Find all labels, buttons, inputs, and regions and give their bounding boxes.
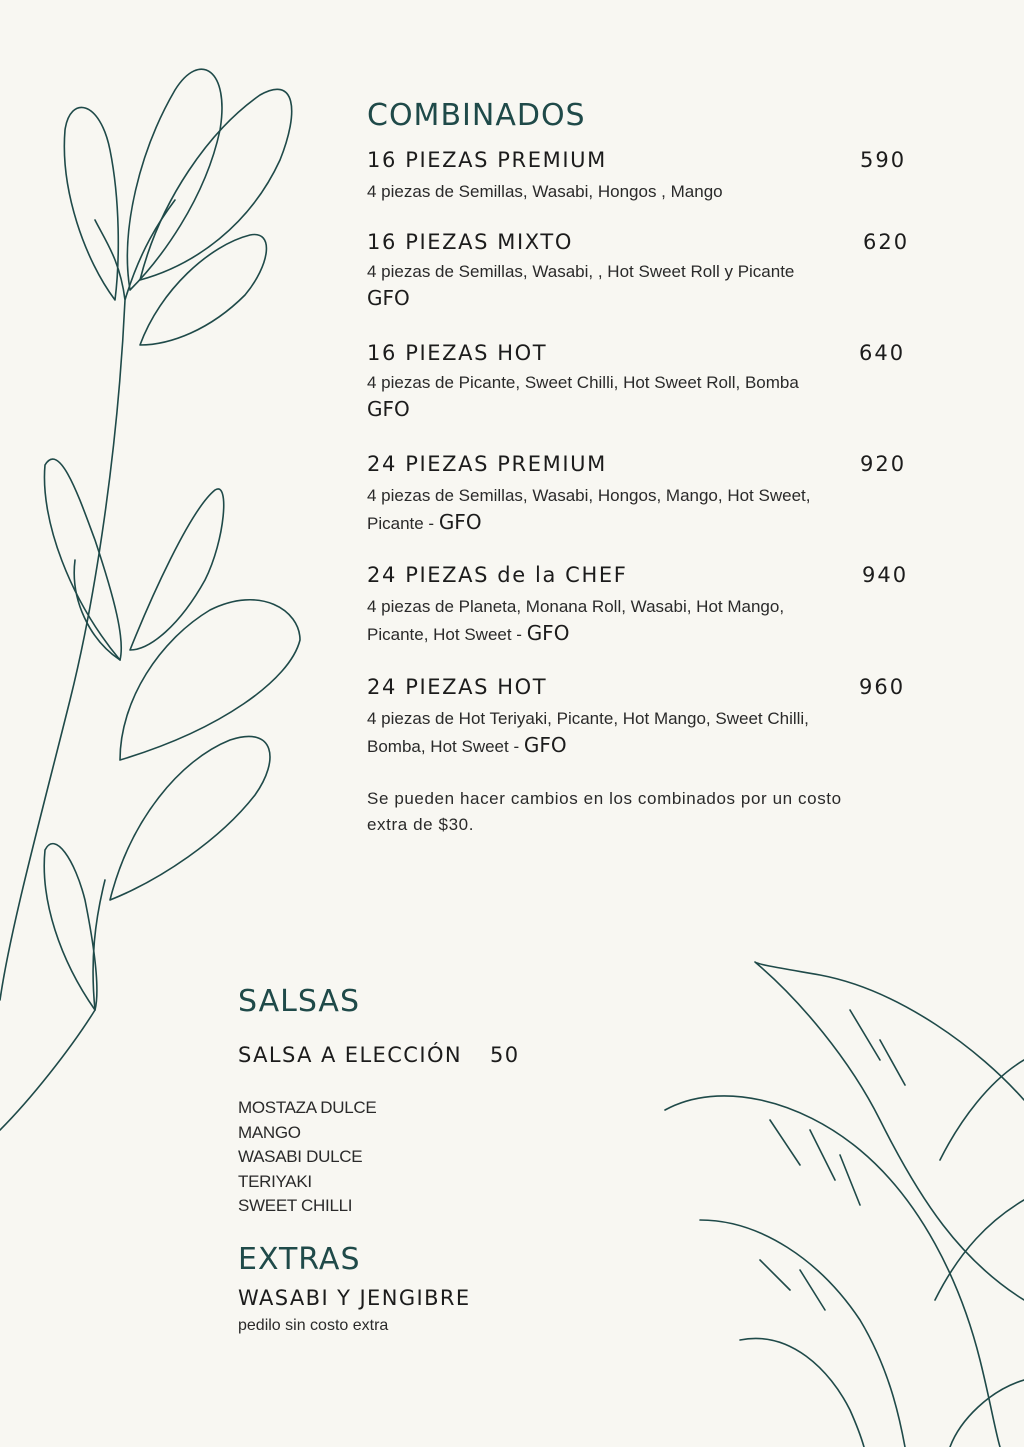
item-description-line2 [367, 620, 912, 648]
menu-item [367, 563, 912, 648]
item-description-cont: Picante - [367, 514, 439, 533]
item-description: 4 piezas de Semillas, Wasabi, Hongos , Mango [367, 182, 723, 201]
leaf-mid-5 [74, 560, 120, 660]
salsas-title: SALSAS [238, 984, 361, 1019]
banana-leaf-4 [740, 1338, 864, 1447]
banana-leaf-5 [935, 1060, 1024, 1447]
item-description: 4 piezas de Picante, Sweet Chilli, Hot Sweet Roll, Bomba [367, 373, 799, 392]
item-description-cont: Picante, Hot Sweet - [367, 625, 527, 644]
item-description-line2 [367, 732, 912, 760]
leaf-mid-4 [110, 736, 270, 900]
item-description: 4 piezas de Planeta, Monana Roll, Wasabi, Hot Mango, [367, 597, 785, 616]
salsa-option: TERIYAKI [238, 1171, 312, 1191]
menu-item [367, 341, 912, 423]
salsa-item [238, 1043, 520, 1067]
item-description: 4 piezas de Hot Teriyaki, Picante, Hot Mango, Sweet Chilli, [367, 709, 809, 728]
extras-item-description: pedilo sin costo extra [238, 1317, 389, 1334]
item-name: 16 PIEZAS HOT [367, 341, 548, 365]
item-name: 24 PIEZAS PREMIUM [367, 452, 607, 476]
banana-leaf-veins [760, 1010, 905, 1310]
menu-item [367, 230, 912, 312]
item-price: 960 [859, 675, 906, 699]
item-description: 4 piezas de Semillas, Wasabi, , Hot Sweet Roll y Picante [367, 262, 795, 281]
item-name: 16 PIEZAS MIXTO [367, 230, 573, 254]
item-price: 940 [862, 563, 909, 587]
item-price: 640 [859, 341, 906, 365]
banana-leaf-1 [755, 962, 1024, 1300]
combinados-title: COMBINADOS [367, 98, 586, 133]
banana-leaf-3 [700, 1220, 905, 1447]
gfo-tag: GFO [438, 510, 482, 534]
item-description-line2 [367, 509, 912, 537]
leaf-top-4 [64, 107, 118, 300]
salsa-option: MANGO [238, 1122, 301, 1142]
gfo-tag: GFO [523, 733, 567, 757]
menu-item [367, 675, 912, 760]
salsa-item-price: 50 [489, 1043, 520, 1067]
item-price: 620 [863, 230, 910, 254]
gfo-tag: GFO [367, 286, 410, 310]
item-price: 590 [860, 148, 907, 172]
extras-item-name: WASABI Y JENGIBRE [238, 1286, 471, 1310]
leaf-mid-1 [44, 459, 121, 660]
left-branch-stem [0, 200, 175, 1000]
salsa-option: WASABI DULCE [238, 1147, 363, 1167]
item-price: 920 [860, 452, 907, 476]
gfo-tag: GFO [526, 621, 570, 645]
salsa-option: SWEET CHILLI [238, 1196, 353, 1216]
menu-item [367, 148, 912, 205]
item-name: 24 PIEZAS de la CHEF [367, 563, 628, 587]
banana-leaf-2 [665, 1096, 1000, 1447]
combinados-note: Se pueden hacer cambios en los combinados por un costo extra de $30. [367, 789, 842, 834]
salsa-option: MOSTAZA DULCE [238, 1098, 377, 1117]
leaf-mid-2 [130, 489, 224, 650]
item-name: 24 PIEZAS HOT [367, 675, 548, 699]
salsa-item-name: SALSA A ELECCIÓN [238, 1043, 462, 1067]
leaf-mid-3 [120, 600, 300, 760]
salsa-options-list [238, 1096, 376, 1219]
item-description: 4 piezas de Semillas, Wasabi, Hongos, Mango, Hot Sweet, [367, 486, 811, 505]
leaf-low-1 [44, 844, 97, 1010]
item-description-cont: Bomba, Hot Sweet - [367, 737, 524, 756]
item-name: 16 PIEZAS PREMIUM [367, 148, 607, 172]
menu-item [367, 452, 912, 537]
extras-title: EXTRAS [238, 1242, 361, 1277]
gfo-tag: GFO [367, 397, 410, 421]
